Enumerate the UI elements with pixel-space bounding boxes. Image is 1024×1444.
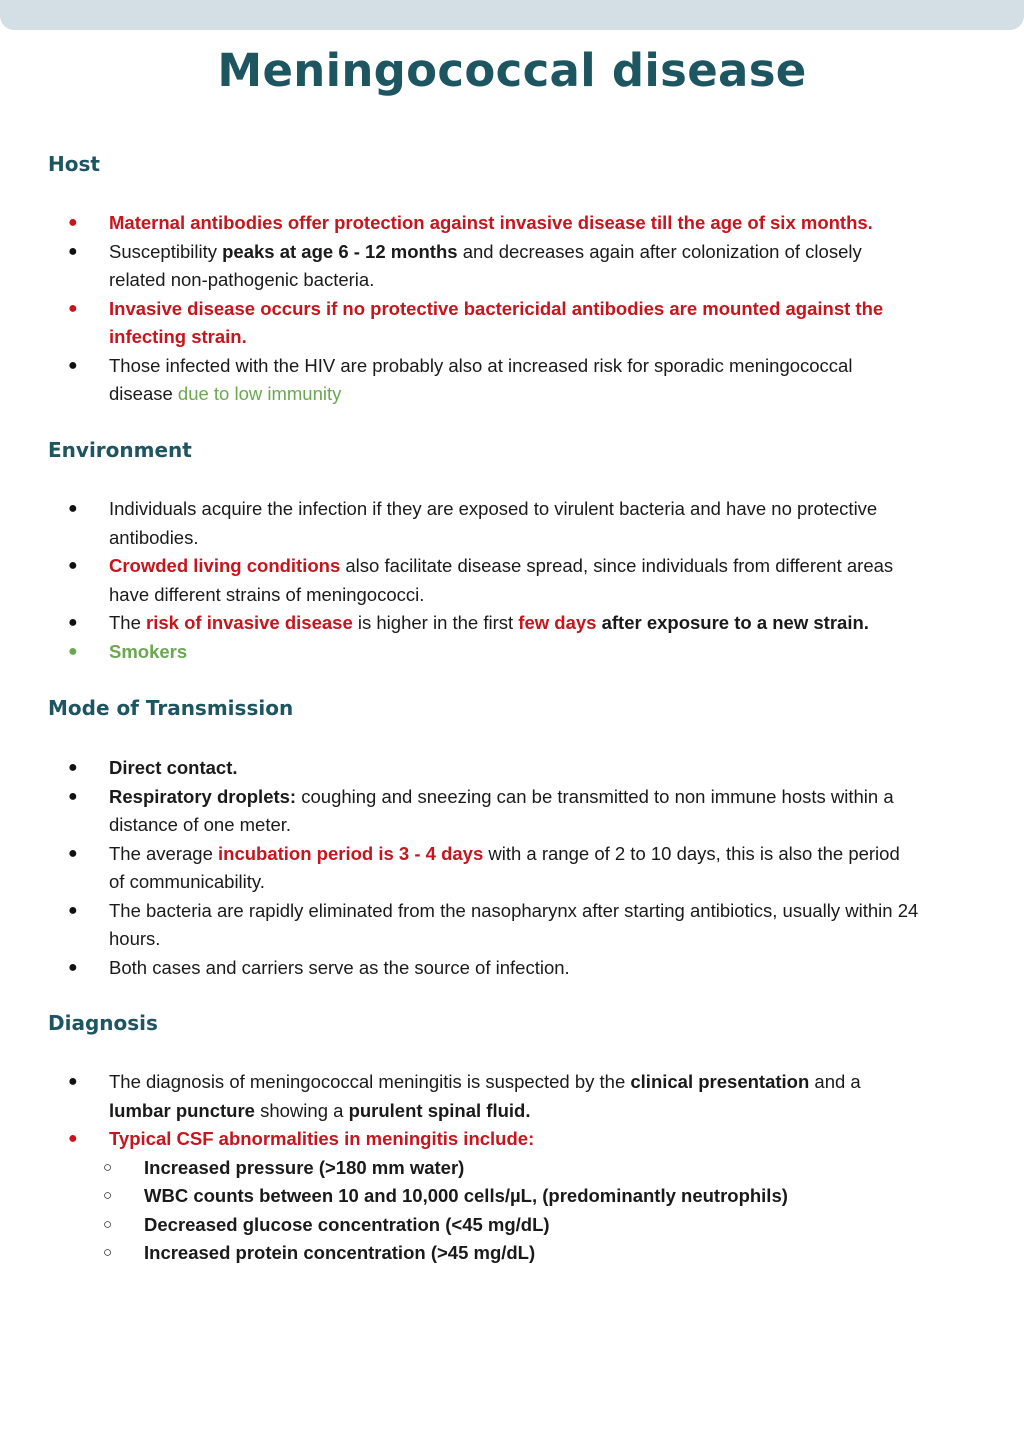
list-item: ● Individuals acquire the infection if they are exposed to virulent bacteria and have no protective antibodies.	[0, 495, 919, 552]
section-heading-diagnosis: Diagnosis	[48, 1011, 158, 1035]
list-item: ● The bacteria are rapidly eliminated from the nasopharynx after starting antibiotics, usually within 24 hours.	[0, 897, 919, 954]
top-banner-bar	[0, 0, 1024, 30]
list-item: ● The average incubation period is 3 - 4 days with a range of 2 to 10 days, this is also the period of communicability.	[0, 840, 919, 897]
page-title: Meningococcal disease	[217, 44, 807, 97]
section-heading-transmission: Mode of Transmission	[48, 696, 294, 720]
hollow-bullet-icon: ○	[103, 1244, 113, 1261]
bullet-icon: ●	[68, 642, 78, 660]
environment-list	[0, 495, 1024, 666]
list-item: ● Maternal antibodies offer protection against invasive disease till the age of six months.	[0, 209, 919, 238]
bullet-icon: ●	[68, 787, 78, 805]
bullet-icon: ●	[68, 1130, 78, 1147]
host-list	[0, 209, 1024, 409]
section-heading-host: Host	[48, 152, 100, 176]
list-item: ● Typical CSF abnormalities in meningitis include: ○ Increased pressure (>180 mm water) ○ WBC counts between 10 and 10,000 cells/µL, (predominantly neutrophils) ○ Decreased glucose concentration (<45 mg/dL) ○ Increased protein concentration (>45 mg/dL)	[0, 1125, 919, 1268]
list-item: ● The risk of invasive disease is higher in the first few days after exposure to a new strain.	[0, 609, 919, 638]
sub-list-item: ○ Increased pressure (>180 mm water)	[109, 1154, 919, 1183]
sub-list-item: ○ Increased protein concentration (>45 mg/dL)	[109, 1239, 919, 1268]
bullet-icon: ●	[68, 958, 78, 976]
transmission-list	[0, 754, 1024, 982]
list-item: ● Crowded living conditions also facilitate disease spread, since individuals from different areas have different strains of meningococci.	[0, 552, 919, 609]
list-item: ● Both cases and carriers serve as the source of infection.	[0, 954, 919, 983]
bullet-icon: ●	[68, 356, 78, 374]
sub-list-item: ○ WBC counts between 10 and 10,000 cells/µL, (predominantly neutrophils)	[109, 1182, 919, 1211]
bullet-icon: ●	[68, 759, 78, 776]
csf-abnormalities-list	[103, 1154, 919, 1268]
bullet-icon: ●	[68, 500, 78, 517]
bullet-icon: ●	[68, 299, 78, 317]
bullet-icon: ●	[68, 614, 78, 631]
sub-list-item: ○ Decreased glucose concentration (<45 mg/dL)	[109, 1211, 919, 1240]
bullet-icon: ●	[68, 1073, 78, 1090]
bullet-icon: ●	[68, 844, 78, 862]
diagnosis-list	[0, 1068, 1024, 1268]
bullet-icon: ●	[68, 214, 78, 231]
list-item: ● Respiratory droplets: coughing and sneezing can be transmitted to non immune hosts within a distance of one meter.	[0, 783, 919, 840]
list-item: ● Invasive disease occurs if no protective bactericidal antibodies are mounted against the infecting strain.	[0, 295, 919, 352]
hollow-bullet-icon: ○	[103, 1187, 113, 1204]
list-item: ● The diagnosis of meningococcal meningitis is suspected by the clinical presentation and a lumbar puncture showing a purulent spinal fluid.	[0, 1068, 919, 1125]
hollow-bullet-icon: ○	[103, 1215, 113, 1233]
section-heading-environment: Environment	[48, 438, 192, 462]
bullet-icon: ●	[68, 557, 78, 574]
bullet-icon: ●	[68, 242, 78, 260]
list-item: ● Smokers	[0, 638, 919, 667]
list-item: ● Direct contact.	[0, 754, 919, 783]
hollow-bullet-icon: ○	[103, 1158, 113, 1176]
bullet-icon: ●	[68, 901, 78, 919]
list-item: ● Susceptibility peaks at age 6 - 12 months and decreases again after colonization of closely related non-pathogenic bacteria.	[0, 238, 919, 295]
list-item: ● Those infected with the HIV are probably also at increased risk for sporadic meningococcal disease due to low immunity	[0, 352, 919, 409]
